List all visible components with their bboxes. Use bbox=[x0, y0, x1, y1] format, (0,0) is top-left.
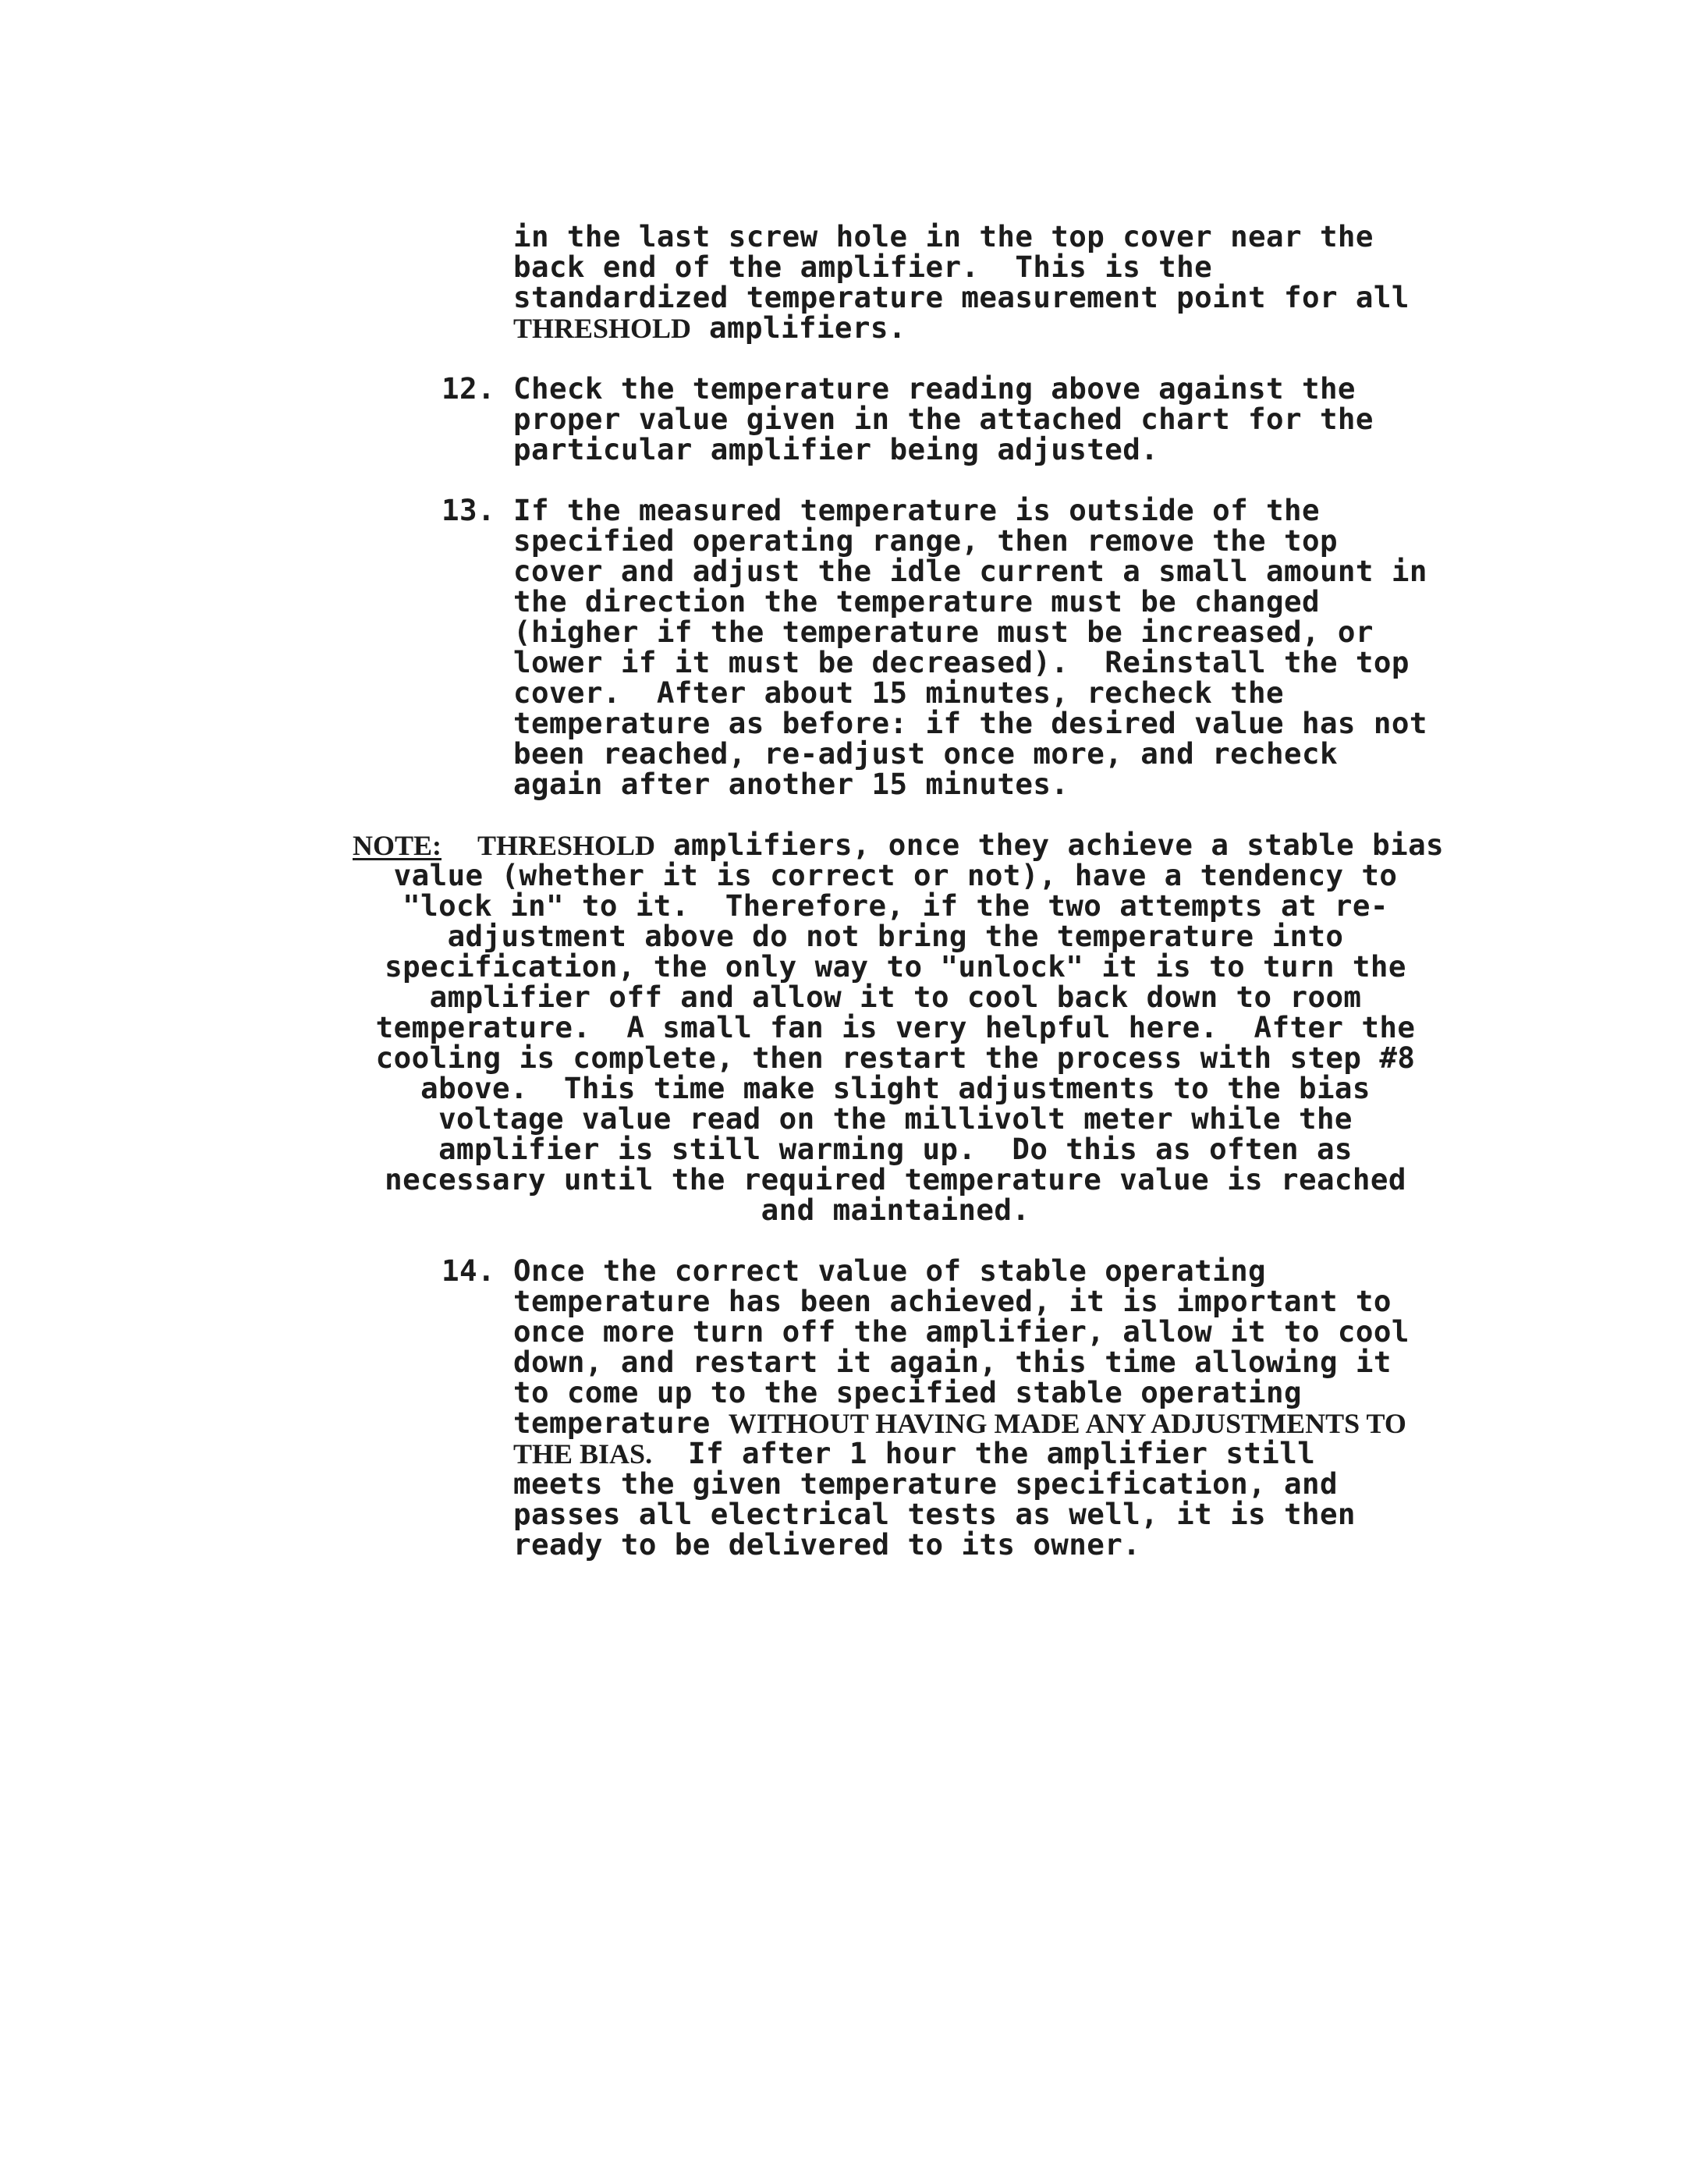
text-run: amplifiers. bbox=[691, 310, 906, 345]
text-line: cover and adjust the idle current a small amount in bbox=[513, 554, 1427, 588]
text-line: ready to be delivered to its owner. bbox=[513, 1527, 1141, 1562]
emphasis-no-adjustments: WITHOUT HAVING MADE ANY ADJUSTMENTS TO bbox=[728, 1408, 1406, 1439]
text-line: in the last screw hole in the top cover near the bbox=[513, 219, 1374, 254]
text-line: "lock in" to it. Therefore, if the two attempts at re- bbox=[402, 888, 1388, 923]
emphasis-threshold: THRESHOLD bbox=[477, 830, 656, 861]
text-line: and maintained. bbox=[761, 1193, 1030, 1227]
text-line: (higher if the temperature must be increased, or bbox=[513, 615, 1374, 649]
text-line: amplifier off and allow it to cool back down to room bbox=[429, 980, 1362, 1014]
emphasis-threshold: THRESHOLD bbox=[513, 313, 692, 344]
text-line: amplifier is still warming up. Do this as often as bbox=[438, 1132, 1353, 1166]
text-line: adjustment above do not bring the temperature into bbox=[447, 919, 1344, 953]
text-line: Once the correct value of stable operating bbox=[513, 1253, 1267, 1288]
text-line: lower if it must be decreased). Reinstall the top bbox=[513, 645, 1410, 679]
text-line bbox=[513, 310, 906, 345]
text-line bbox=[353, 828, 1445, 862]
text-line: down, and restart it again, this time allowing it bbox=[513, 1345, 1392, 1379]
note-label: NOTE: bbox=[353, 830, 442, 861]
text-line: specification, the only way to "unlock" it is to turn the bbox=[385, 949, 1406, 984]
text-line: particular amplifier being adjusted. bbox=[513, 432, 1159, 466]
text-line: necessary until the required temperature value is reached bbox=[385, 1162, 1406, 1197]
text-line bbox=[513, 1438, 1315, 1469]
text-line: voltage value read on the millivolt meter while the bbox=[438, 1101, 1353, 1136]
text-line: back end of the amplifier. This is the bbox=[513, 250, 1213, 284]
text-line: If the measured temperature is outside of the bbox=[513, 493, 1320, 527]
emphasis-the-bias: THE BIAS. bbox=[513, 1438, 653, 1470]
text-line: Check the temperature reading above against the bbox=[513, 371, 1356, 406]
text-line: cooling is complete, then restart the process with step #8 bbox=[375, 1041, 1416, 1075]
text-line: been reached, re-adjust once more, and recheck bbox=[513, 736, 1338, 771]
text-line: above. This time make slight adjustments to the bias bbox=[420, 1071, 1371, 1105]
step-number: 13. bbox=[442, 493, 495, 527]
text-line: cover. After about 15 minutes, recheck the bbox=[513, 675, 1285, 710]
text-line: specified operating range, then remove the top bbox=[513, 523, 1338, 558]
text-line: temperature has been achieved, it is important to bbox=[513, 1284, 1392, 1318]
step-number: 12. bbox=[442, 371, 495, 406]
text-line: value (whether it is correct or not), have a tendency to bbox=[393, 858, 1398, 892]
text-line: standardized temperature measurement point for all bbox=[513, 280, 1410, 314]
text-run: amplifiers, once they achieve a stable bias bbox=[655, 828, 1445, 862]
text-line: again after another 15 minutes. bbox=[513, 767, 1069, 801]
text-line bbox=[513, 1408, 1406, 1438]
text-line: proper value given in the attached chart for the bbox=[513, 402, 1374, 436]
text-line: the direction the temperature must be changed bbox=[513, 584, 1320, 619]
text-line: temperature. A small fan is very helpful here. After the bbox=[375, 1010, 1416, 1044]
text-run: If after 1 hour the amplifier still bbox=[652, 1436, 1316, 1470]
text-line: to come up to the specified stable operating bbox=[513, 1375, 1302, 1409]
text-line: meets the given temperature specification, and bbox=[513, 1466, 1338, 1501]
text-line: temperature as before: if the desired value has not bbox=[513, 706, 1427, 740]
step-number: 14. bbox=[442, 1253, 495, 1288]
text-line: passes all electrical tests as well, it is then bbox=[513, 1497, 1356, 1531]
text-run: temperature bbox=[513, 1406, 729, 1440]
text-line: once more turn off the amplifier, allow it to cool bbox=[513, 1314, 1410, 1349]
